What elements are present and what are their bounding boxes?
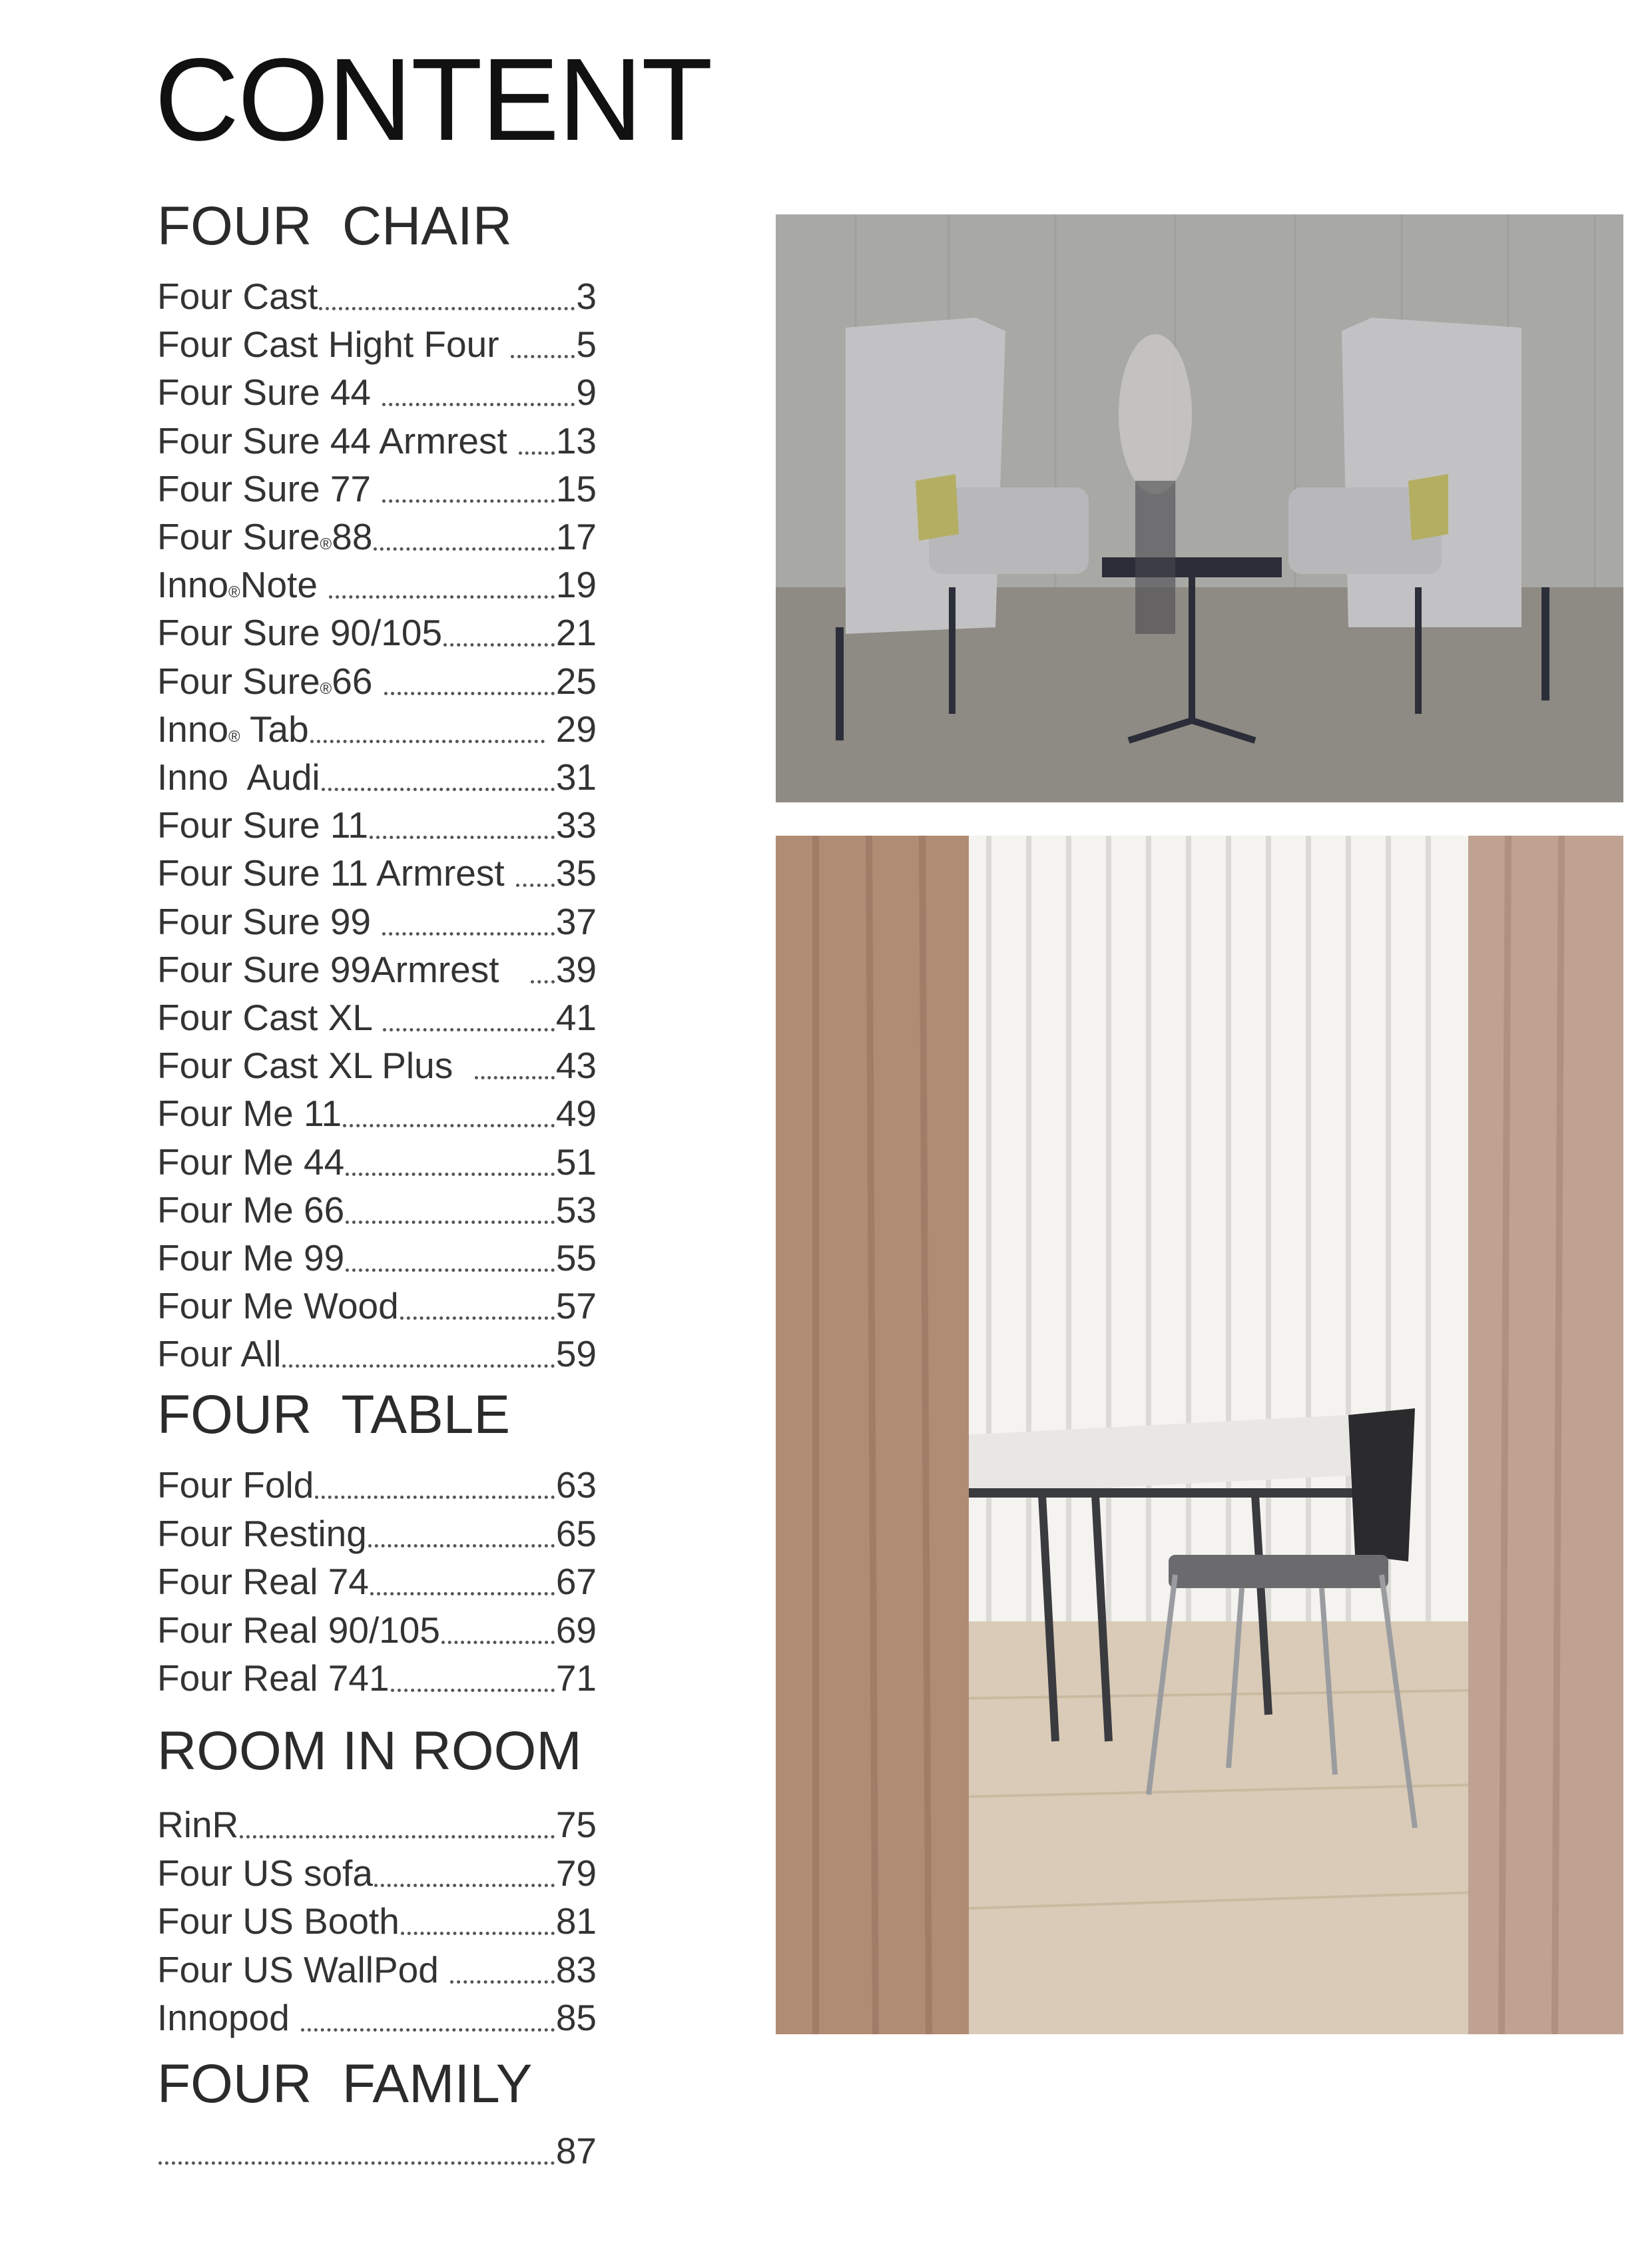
dot-leader: [282, 1364, 554, 1368]
toc-entry-name: Four Sure 90/105: [157, 612, 443, 654]
toc-entry-name: RinR: [157, 1804, 239, 1845]
toc-entry[interactable]: [157, 1042, 597, 1089]
toc-entry-page-number: 75: [555, 1804, 597, 1845]
toc-entry-name: Inno: [157, 708, 229, 750]
toc-entry-name: Four Sure: [157, 516, 320, 557]
toc-entry[interactable]: [157, 994, 597, 1041]
toc-entry-page-number: 19: [555, 564, 597, 606]
toc-entry-name: Four Sure 99Armrest: [157, 948, 530, 990]
dot-leader: [329, 595, 555, 599]
dot-leader: [240, 1835, 555, 1838]
toc-entry-name: Four Me 11: [157, 1093, 342, 1135]
toc-entry-name: Four Cast XL Plus: [157, 1045, 473, 1087]
meeting-room-photo: [776, 836, 1623, 2034]
registered-mark: ®: [228, 583, 240, 602]
toc-entry-page-number: 81: [555, 1900, 597, 1942]
toc-entry[interactable]: [157, 1801, 597, 1848]
toc-entry[interactable]: [157, 1330, 597, 1377]
toc-entry-page-number: 85: [555, 1997, 597, 2038]
toc-entry-page-number: 63: [555, 1464, 597, 1506]
toc-entry-name: Four Real 741: [157, 1657, 390, 1699]
toc-entry-page-number: 21: [555, 612, 597, 654]
dot-leader: [443, 643, 555, 647]
dot-leader: [346, 1173, 555, 1176]
toc-entry-name: Four Sure 77: [157, 467, 382, 509]
toc-entry-name: Four Sure 44: [157, 372, 382, 414]
dot-leader: [382, 403, 575, 406]
toc-entry-name: Four US Booth: [157, 1900, 400, 1942]
toc-entry-name: Four Fold: [157, 1464, 314, 1506]
toc-entry-name: Four Cast Hight Four: [157, 324, 509, 366]
toc-entry[interactable]: [157, 946, 597, 993]
toc-entry-name-suffix: Note: [240, 564, 328, 606]
toc-entry-name: Four Cast: [157, 276, 318, 317]
toc-entry[interactable]: [157, 321, 597, 368]
toc-entry-name: Four US WallPod: [157, 1948, 449, 1990]
dot-leader: [519, 451, 555, 455]
toc-entry[interactable]: [157, 2127, 597, 2174]
toc-entry-name: Four US sofa: [157, 1852, 374, 1894]
dot-leader: [322, 788, 555, 791]
dot-leader: [374, 1884, 555, 1887]
toc-entry[interactable]: [157, 1994, 597, 2041]
toc-entry[interactable]: [157, 658, 597, 704]
dot-leader: [391, 1689, 555, 1692]
toc-entry[interactable]: [157, 465, 597, 512]
dot-leader: [450, 1980, 555, 1984]
toc-entry-page-number: 79: [555, 1852, 597, 1894]
toc-entry-page-number: 37: [555, 900, 597, 942]
toc-entry[interactable]: [157, 706, 597, 752]
toc-entry[interactable]: [157, 1139, 597, 1185]
toc-entry-page-number: 67: [555, 1561, 597, 1602]
toc-entry-page-number: 5: [576, 324, 597, 366]
toc-entry-name: Four Sure 44 Armrest: [157, 420, 518, 461]
toc-entry-page-number: 35: [555, 852, 597, 894]
toc-entry-page-number: 87: [555, 2130, 597, 2171]
toc-entry-name: Four Sure: [157, 660, 320, 702]
toc-entry[interactable]: [157, 1607, 597, 1653]
toc-entry-name-suffix: 66: [332, 660, 383, 702]
toc-entry[interactable]: [157, 369, 597, 416]
toc-entry-page-number: 25: [555, 660, 597, 702]
section-heading-room-in-room: ROOM IN ROOM: [157, 1721, 582, 1781]
registered-mark: ®: [320, 535, 332, 553]
toc-entry-page-number: 43: [555, 1045, 597, 1087]
toc-entry-page-number: 3: [576, 276, 597, 317]
toc-entry-page-number: 33: [555, 804, 597, 846]
toc-entry[interactable]: [157, 1946, 597, 1993]
toc-entry-name: Four Me 99: [157, 1237, 345, 1278]
toc-entry-page-number: 9: [576, 372, 597, 414]
toc-entry-name: Four Cast XL: [157, 997, 382, 1038]
toc-entry-page-number: 15: [555, 467, 597, 509]
toc-entry[interactable]: [157, 850, 597, 896]
toc-entry[interactable]: [157, 418, 597, 464]
toc-entry-page-number: 13: [555, 420, 597, 461]
dot-leader: [382, 499, 555, 503]
toc-entry[interactable]: [157, 1655, 597, 1701]
dot-leader: [370, 1592, 555, 1595]
toc-entry[interactable]: [157, 898, 597, 945]
dot-leader: [382, 932, 555, 936]
toc-entry[interactable]: [157, 754, 597, 800]
dot-leader: [516, 884, 555, 887]
toc-entry-name: Four Sure 11 Armrest: [157, 852, 515, 894]
registered-mark: ®: [320, 679, 332, 698]
toc-entry[interactable]: [157, 1558, 597, 1605]
toc-entry-name: Four Real 74: [157, 1561, 369, 1602]
toc-entry-page-number: 53: [555, 1189, 597, 1231]
dot-leader: [401, 1932, 555, 1935]
dot-leader: [346, 1268, 555, 1272]
registered-mark: ®: [228, 727, 240, 746]
dot-leader: [346, 1221, 555, 1224]
section-heading-four-table: FOUR TABLE: [157, 1384, 511, 1445]
toc-entry-page-number: 55: [555, 1237, 597, 1278]
booth-seating-photo: [776, 214, 1623, 802]
toc-entry[interactable]: [157, 1850, 597, 1896]
dot-leader: [343, 1124, 555, 1127]
toc-entry-name: Four Sure 11: [157, 804, 368, 846]
dot-leader: [475, 1076, 555, 1079]
toc-entry[interactable]: [157, 1510, 597, 1557]
toc-entry-name: Four Resting: [157, 1512, 367, 1554]
dot-leader: [315, 1496, 554, 1499]
toc-entry-name-suffix: 88: [332, 516, 373, 557]
dot-leader: [319, 307, 575, 310]
toc-entry-page-number: 83: [555, 1948, 597, 1990]
dot-leader: [370, 836, 555, 839]
dot-leader: [374, 547, 554, 551]
toc-entry[interactable]: [157, 1235, 597, 1281]
toc-entry-page-number: 57: [555, 1285, 597, 1327]
toc-entry-name: Inno Audi: [157, 756, 320, 798]
toc-entry-name: Four Sure 99: [157, 900, 382, 942]
section-heading-four-family: FOUR FAMILY: [157, 2054, 533, 2114]
toc-entry[interactable]: [157, 1282, 597, 1329]
toc-entry[interactable]: [157, 513, 597, 560]
dot-leader: [531, 980, 554, 983]
toc-entry[interactable]: [157, 1898, 597, 1944]
toc-entry-page-number: 41: [555, 997, 597, 1038]
dot-leader: [310, 740, 545, 743]
toc-entry-page-number: 69: [555, 1609, 597, 1651]
toc-entry[interactable]: [157, 1187, 597, 1233]
dot-leader: [511, 355, 575, 358]
dot-leader: [383, 1028, 555, 1031]
toc-entry[interactable]: [157, 1462, 597, 1508]
toc-entry-name: Four Real 90/105: [157, 1609, 440, 1651]
toc-entry-page-number: 39: [555, 948, 597, 990]
toc-entry-page-number: 51: [555, 1141, 597, 1183]
page-title: CONTENT: [154, 35, 712, 165]
toc-entry-page-number: 29: [545, 708, 597, 750]
dot-leader: [384, 692, 555, 695]
dot-leader: [158, 2161, 555, 2165]
toc-entry-page-number: 71: [555, 1657, 597, 1699]
toc-entry-page-number: 59: [555, 1333, 597, 1375]
toc-entry-page-number: 31: [555, 756, 597, 798]
toc-entry-page-number: 49: [555, 1093, 597, 1135]
dot-leader: [441, 1641, 555, 1644]
toc-entry-page-number: 17: [555, 516, 597, 557]
dot-leader: [301, 2028, 555, 2032]
toc-entry[interactable]: [157, 1090, 597, 1137]
dot-leader: [400, 1316, 555, 1320]
toc-entry-page-number: 65: [555, 1512, 597, 1554]
toc-entry[interactable]: [157, 273, 597, 320]
toc-entry[interactable]: [157, 561, 597, 608]
section-heading-four-chair: FOUR CHAIR: [157, 196, 512, 256]
dot-leader: [368, 1544, 555, 1547]
toc-entry-name: Four Me 66: [157, 1189, 345, 1231]
toc-entry-name-suffix: Tab: [240, 708, 309, 750]
toc-entry[interactable]: [157, 802, 597, 848]
toc-entry[interactable]: [157, 609, 597, 656]
toc-entry-name: Inno: [157, 564, 229, 606]
toc-entry-name: Four Me Wood: [157, 1285, 399, 1327]
toc-entry-name: Four Me 44: [157, 1141, 345, 1183]
toc-entry-name: Four All: [157, 1333, 282, 1375]
toc-entry-name: Innopod: [157, 1997, 300, 2038]
